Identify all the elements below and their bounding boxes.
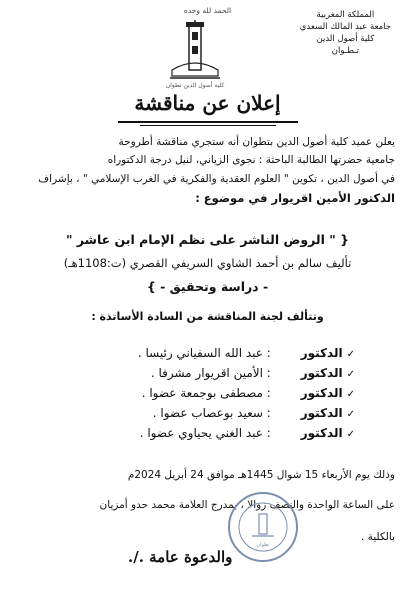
country-name: المملكة المغربية [316,10,375,20]
member-title: الدكتور [300,366,343,380]
committee-intro: وتتألف لجنة المناقشة من السادة الأساتذة : [91,310,324,323]
intro-line-2: جامعية حضرتها الطالبة الباحثة : نجوى الزياني، لنيل درجة الدكتوراه [107,154,395,166]
member-title: الدكتور [300,406,343,420]
top-note: الحمد لله وحده [183,6,232,15]
committee-member: ✓الدكتور : عبد الله السفياني رئيسا . [137,346,355,360]
member-title: الدكتور [300,426,343,440]
member-name: سعيد بوعصاب عضوا . [152,406,263,420]
member-title: الدكتور [300,386,343,400]
checkmark-icon: ✓ [346,389,355,400]
date-line-1: وذلك يوم الأربعاء 15 شوال 1445هـ موافق 24 أبريل 2024م [127,469,395,481]
checkmark-icon: ✓ [346,409,355,420]
thesis-type: - دراسة وتحقيق - } [146,279,269,294]
title-underline-2 [140,125,276,126]
logo-caption: كلية أصول الدين تطوان [165,82,225,89]
title-underline [118,121,298,123]
university-name: جامعة عبد المالك السعدي [299,22,391,32]
date-line-2: على الساعة الواحدة والنصف زوالا ، بمدرج العلامة محمد حدو أمزيان [99,499,395,511]
checkmark-icon: ✓ [346,369,355,380]
member-name: عبد الغني يحياوي عضوا . [139,426,263,440]
thesis-title: { " الروض الناشر على نظم الإمام ابن عاشر " [66,232,349,247]
member-name: الأمين اقريوار مشرفا . [150,366,263,380]
closing-text: والدعوة عامة ./. [128,548,233,566]
official-stamp [226,490,300,564]
intro-line-1: يعلن عميد كلية أصول الدين بتطوان أنه ستجري مناقشة أطروحة [118,136,395,148]
institution-header [300,10,391,58]
committee-member: ✓الدكتور : مصطفى بوجمعة عضوا . [141,386,355,400]
faculty-logo [160,20,230,84]
committee-member: ✓الدكتور : الأمين اقريوار مشرفا . [150,366,355,380]
city-name: تـطـوان [331,46,360,56]
member-title: الدكتور [300,346,343,360]
thesis-author: تأليف سالم بن أحمد الشاوي السريفي القصري (ت:1108هـ) [63,256,352,270]
faculty-name: كلية أصول الدين [316,34,375,44]
committee-member: ✓الدكتور : عبد الغني يحياوي عضوا . [139,426,355,440]
member-name: مصطفى بوجمعة عضوا . [141,386,263,400]
committee-member: ✓الدكتور : سعيد بوعصاب عضوا . [152,406,355,420]
checkmark-icon: ✓ [346,429,355,440]
svg-text:تطوان: تطوان [256,542,270,548]
intro-line-4: الدكتور الأمين اقريوار في موضوع : [195,191,395,205]
checkmark-icon: ✓ [346,349,355,360]
announcement-title: إعلان عن مناقشة [134,91,281,115]
intro-line-3: في أصول الدين ، تكوين " العلوم العقدية والفكرية في الغرب الإسلامي " ، بإشراف [38,173,395,185]
date-line-3: بالكلية . [360,531,395,543]
member-name: عبد الله السفياني رئيسا . [137,346,263,360]
